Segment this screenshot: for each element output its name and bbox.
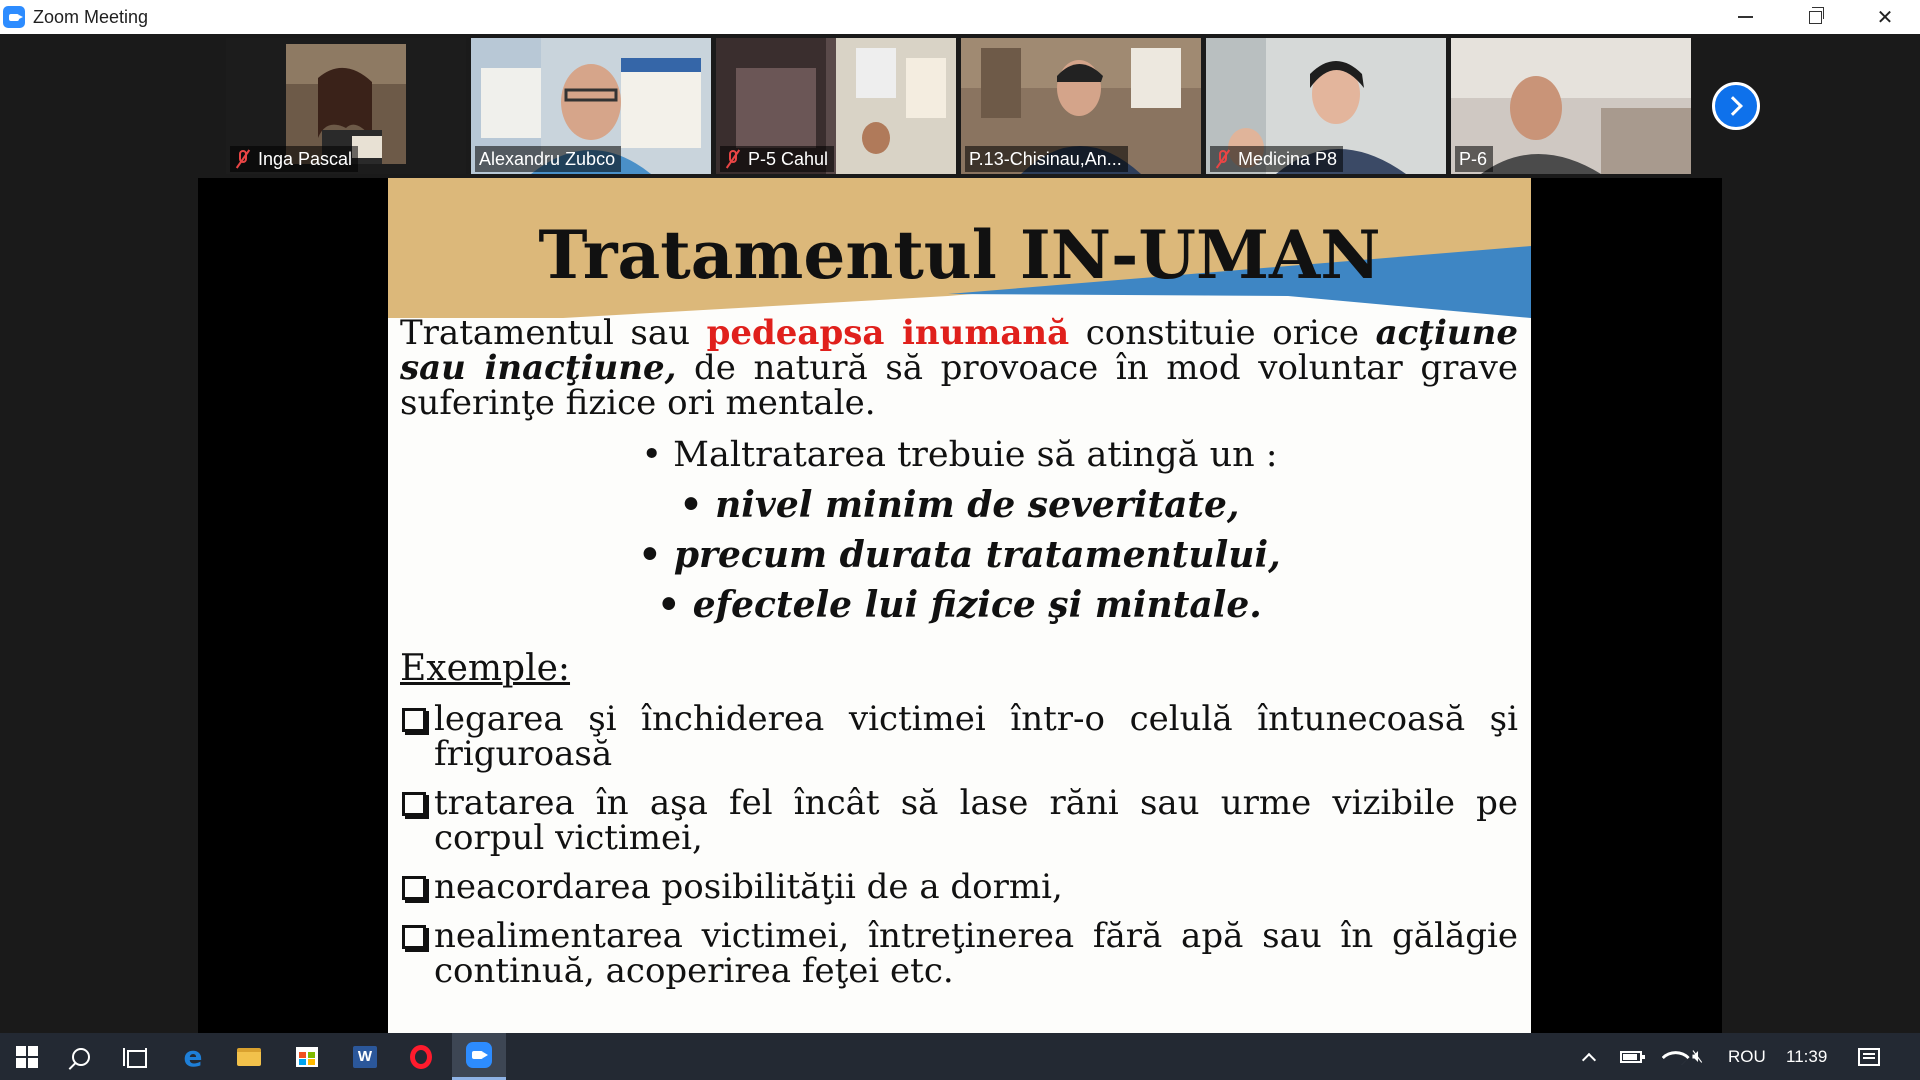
participant-tile[interactable] [961, 38, 1201, 174]
slide-definition [400, 313, 1519, 423]
examples-list [400, 688, 1518, 989]
slide-title: Tratamentul IN-UMAN [538, 216, 1381, 294]
example-item [400, 916, 1518, 991]
participant-label [720, 146, 834, 172]
example-item [400, 867, 1518, 907]
minimize-button[interactable] [1710, 0, 1780, 34]
participant-tile[interactable] [1206, 38, 1446, 174]
bullet-item: • nivel minim de severitate, [679, 484, 1240, 526]
search-button[interactable] [54, 1033, 108, 1080]
slide-bullets [388, 430, 1531, 630]
window-titlebar [0, 0, 1920, 34]
definition-emphasis: acţiune sau inacţiune, [400, 313, 1519, 388]
taskbar-store[interactable] [280, 1033, 334, 1080]
show-hidden-icons-button[interactable] [1584, 1033, 1594, 1080]
taskbar-zoom[interactable] [452, 1033, 506, 1080]
participant-name: Alexandru Zubco [479, 148, 616, 169]
bullet-item: • Maltratarea trebuie să atingă un : [641, 435, 1278, 475]
zoom-app-icon [3, 6, 25, 28]
participant-name: Inga Pascal [258, 148, 353, 169]
muted-mic-icon [234, 149, 252, 169]
participant-name: P.13-Chisinau,An... [969, 148, 1122, 169]
minimize-icon [1738, 16, 1753, 18]
task-view-icon [123, 1048, 147, 1066]
edge-browser-icon: e [183, 1040, 203, 1073]
windows-logo-icon [16, 1046, 38, 1068]
clock[interactable] [1786, 1033, 1827, 1080]
definition-text: Tratamentul sau [400, 313, 707, 353]
restore-icon [1809, 11, 1822, 24]
windows-taskbar [0, 1033, 1920, 1080]
battery-icon [1620, 1051, 1642, 1063]
examples-heading: Exemple: [400, 648, 571, 689]
clock-time: 11:39 [1786, 1046, 1828, 1066]
wifi-icon [1662, 1042, 1690, 1070]
taskbar-opera[interactable] [394, 1033, 448, 1080]
window-title: Zoom Meeting [33, 6, 149, 27]
taskbar-edge[interactable] [166, 1033, 220, 1080]
example-text: neacordarea posibilităţii de a dormi, [434, 867, 1063, 907]
muted-mic-icon [1214, 149, 1232, 169]
close-icon: ✕ [1876, 6, 1894, 29]
taskbar-file-explorer[interactable] [222, 1033, 276, 1080]
notifications-icon [1858, 1048, 1880, 1066]
meeting-area [0, 34, 1920, 1033]
store-icon [296, 1047, 318, 1067]
speaker-muted-icon: 🔇︎ [1692, 1046, 1704, 1067]
definition-text: de natură să provoace în mod voluntar grave suferinţe fizice ori mentale. [400, 348, 1518, 423]
shared-screen [198, 178, 1722, 1033]
opera-icon [410, 1045, 432, 1069]
participant-tile[interactable] [226, 38, 466, 174]
checkbox-bullet-icon [402, 925, 426, 949]
example-item [400, 699, 1518, 774]
checkbox-bullet-icon [402, 792, 426, 816]
participant-label [965, 146, 1128, 172]
example-text: nealimentarea victimei, întreţinerea fără apă sau în gălăgie continuă, acoperirea feţei etc. [434, 916, 1518, 991]
example-text: tratarea în aşa fel încât să lase răni sau urme vizibile pe corpul victimei, [434, 783, 1518, 858]
bullet-item: • precum durata tratamentului, [638, 534, 1281, 576]
zoom-icon [466, 1042, 492, 1068]
restore-button[interactable] [1780, 0, 1850, 34]
participant-tile[interactable] [716, 38, 956, 174]
participant-name: P-6 [1459, 148, 1488, 169]
battery-status[interactable] [1620, 1033, 1642, 1080]
participant-label [475, 146, 621, 172]
participant-name: Medicina P8 [1238, 148, 1338, 169]
network-status[interactable] [1660, 1033, 1680, 1080]
taskbar-word[interactable] [338, 1033, 392, 1080]
participant-label [230, 146, 358, 172]
participant-name: P-5 Cahul [748, 148, 829, 169]
participant-label [1455, 146, 1493, 172]
action-center-button[interactable] [1858, 1033, 1880, 1080]
participant-tile[interactable] [1451, 38, 1691, 174]
definition-highlight: pedeapsa inumană [706, 313, 1070, 353]
start-button[interactable] [0, 1033, 54, 1080]
input-language[interactable] [1728, 1033, 1766, 1080]
chevron-up-icon [1582, 1052, 1596, 1066]
example-text: legarea şi închiderea victimei într-o celulă întunecoasă şi friguroasă [434, 699, 1518, 774]
bullet-item: • efectele lui fizice şi mintale. [657, 584, 1262, 626]
presentation-slide [388, 178, 1531, 1033]
search-icon [72, 1048, 90, 1066]
word-icon: W [353, 1046, 377, 1068]
next-page-button[interactable] [1712, 82, 1760, 130]
chevron-right-icon [1723, 96, 1743, 116]
participant-tile-active-speaker[interactable] [471, 38, 711, 174]
checkbox-bullet-icon [402, 876, 426, 900]
task-view-button[interactable] [108, 1033, 162, 1080]
example-item [400, 783, 1518, 858]
volume-control[interactable] [1692, 1033, 1703, 1080]
definition-text: constituie orice [1069, 313, 1376, 353]
checkbox-bullet-icon [402, 708, 426, 732]
close-button[interactable] [1850, 0, 1920, 34]
participant-label [1210, 146, 1343, 172]
folder-icon [237, 1048, 261, 1066]
muted-mic-icon [724, 149, 742, 169]
language-indicator: ROU [1728, 1046, 1766, 1066]
